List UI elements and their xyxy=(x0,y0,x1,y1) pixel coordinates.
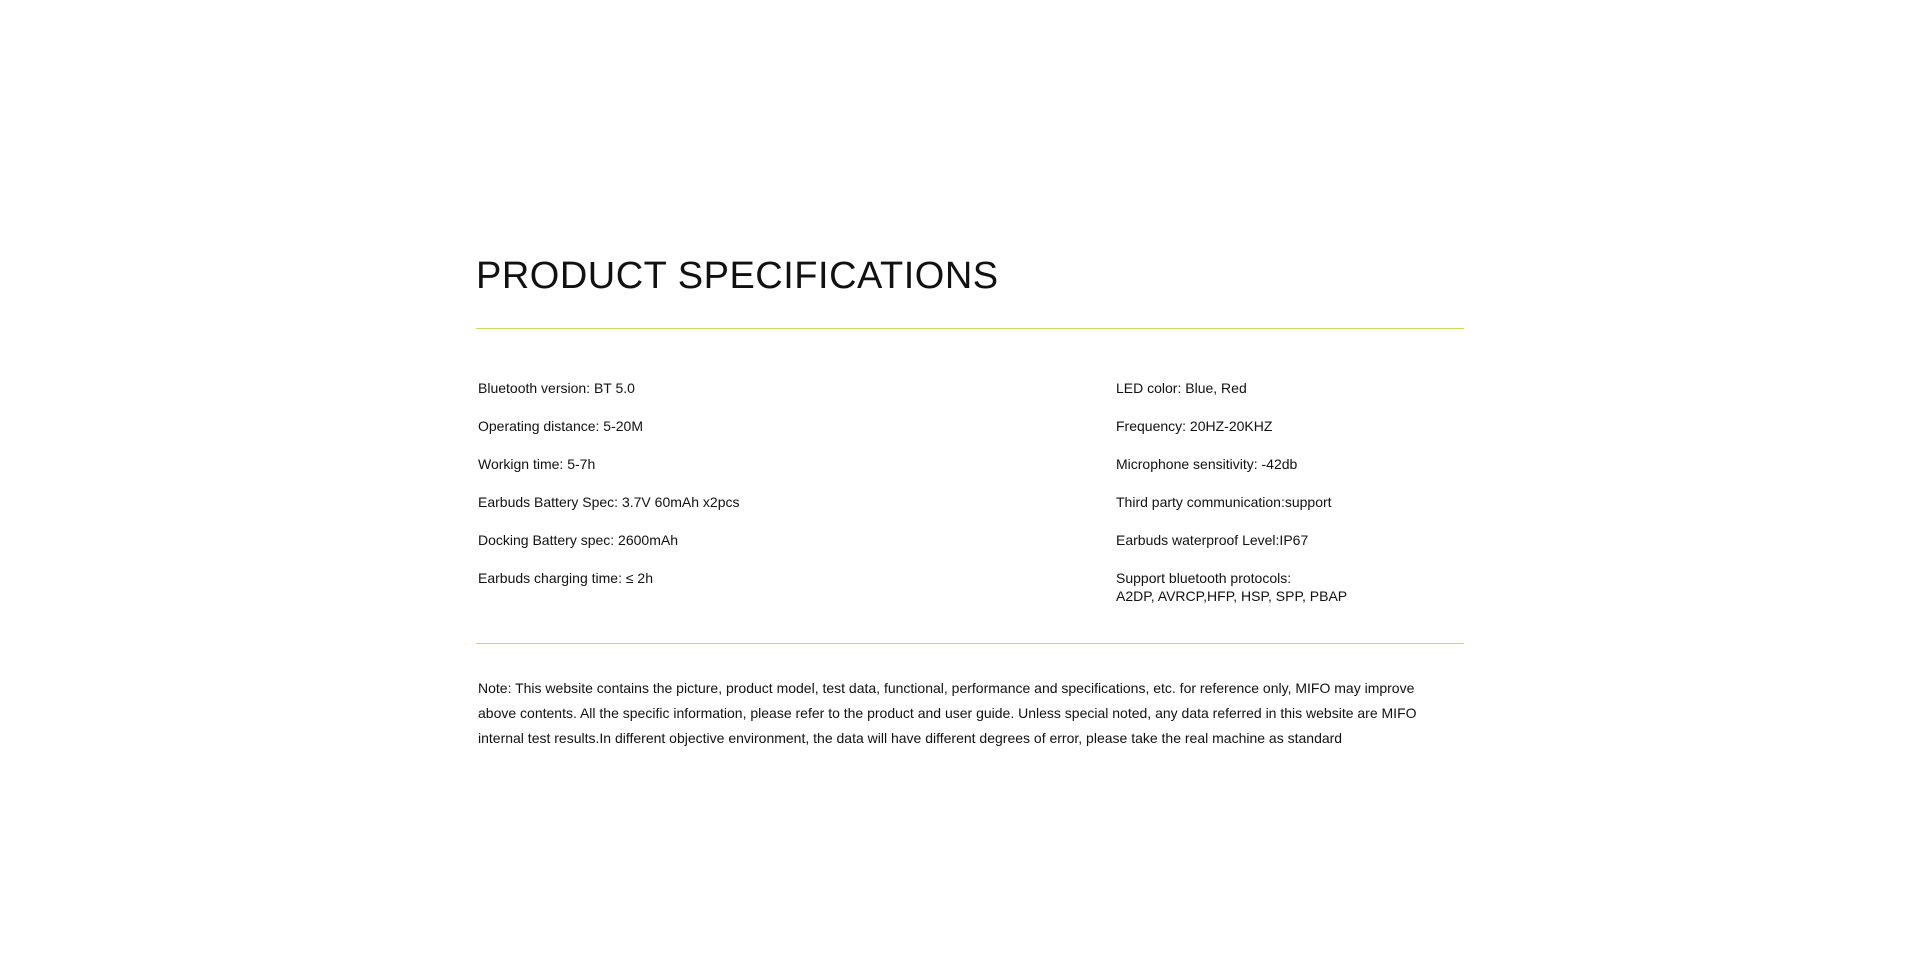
bottom-divider xyxy=(476,643,1464,644)
spec-microphone-sensitivity: Microphone sensitivity: -42db xyxy=(1116,456,1298,472)
spec-docking-battery: Docking Battery spec: 2600mAh xyxy=(478,532,678,548)
spec-earbuds-battery: Earbuds Battery Spec: 3.7V 60mAh x2pcs xyxy=(478,494,740,510)
spec-bluetooth-protocols-value: A2DP, AVRCP,HFP, HSP, SPP, PBAP xyxy=(1116,588,1348,604)
spec-section xyxy=(476,248,1464,746)
spec-third-party-communication: Third party communication:support xyxy=(1116,494,1332,510)
spec-operating-distance: Operating distance: 5-20M xyxy=(478,418,643,434)
disclaimer-note: Note: This website contains the picture, product model, test data, functional, performance and specifications, etc. for reference only, MIFO may improve above contents. All the specific information, please refer to the product and user guide. Unless special noted, any data referred in this website are MIFO internal test results.In different objective environment, the data will have different degrees of error, please take the real machine as standard xyxy=(478,680,1417,746)
spec-waterproof-level: Earbuds waterproof Level:IP67 xyxy=(1116,532,1309,548)
spec-frequency: Frequency: 20HZ-20KHZ xyxy=(1116,418,1273,434)
spec-led-color: LED color: Blue, Red xyxy=(1116,380,1247,396)
specs-grid xyxy=(476,329,1464,649)
spec-bluetooth-version: Bluetooth version: BT 5.0 xyxy=(478,380,635,396)
page-title: PRODUCT SPECIFICATIONS xyxy=(476,255,999,297)
spec-charging-time: Earbuds charging time: ≤ 2h xyxy=(478,570,653,586)
spec-working-time: Workign time: 5-7h xyxy=(478,456,596,472)
spec-bluetooth-protocols-label: Support bluetooth protocols: xyxy=(1116,570,1292,586)
